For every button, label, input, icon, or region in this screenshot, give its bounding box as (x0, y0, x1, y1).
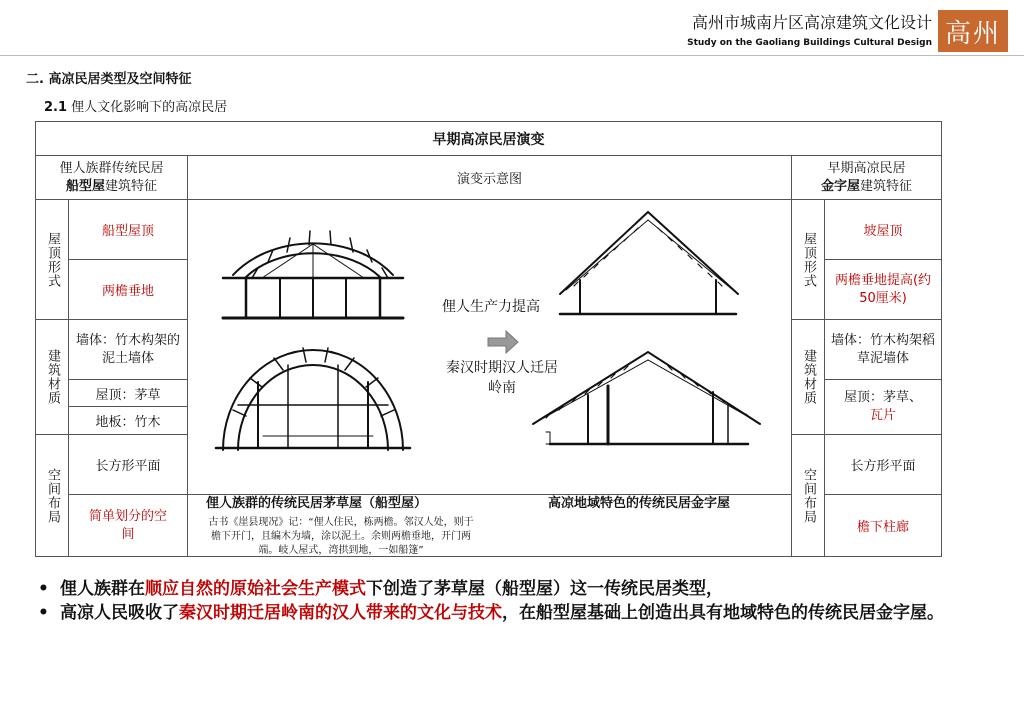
left-layout-1: 长方形平面 (69, 435, 188, 495)
golden-house-section-top (560, 212, 738, 314)
right-material-2 (825, 380, 942, 435)
left-header (36, 156, 188, 200)
bullet-2: • 高凉人民吸收了秦汉时期迁居岭南的汉人带来的文化与技术，在船型屋基础上创造出具有地域特色的传统民居金字屋。 (38, 603, 944, 623)
left-layout-label: 空间布局 (36, 435, 69, 557)
left-material-label: 建筑材质 (36, 320, 69, 435)
right-layout-2: 檐下柱廊 (825, 495, 942, 557)
section-title: 二. 高凉民居类型及空间特征 (26, 72, 192, 87)
left-material-1: 墙体：竹木构架的泥土墙体 (69, 320, 188, 380)
subsection-title (44, 96, 227, 115)
golden-house-section-bottom (533, 352, 760, 444)
right-roof-label: 屋顶形式 (792, 200, 825, 320)
center-header: 演变示意图 (188, 156, 792, 200)
table-title: 早期高凉民居演变 (36, 122, 942, 156)
header-divider (0, 55, 1024, 56)
right-roof-2: 两檐垂地提高(约50厘米) (825, 260, 942, 320)
boat-house-section-top (223, 231, 403, 318)
left-roof-1: 船型屋顶 (69, 200, 188, 260)
left-header-rest: 建筑特征 (105, 178, 158, 194)
right-material-2a: 屋顶：茅草、 (844, 390, 923, 405)
right-layout-1: 长方形平面 (825, 435, 942, 495)
header-title: 高州市城南片区高凉建筑文化设计 (691, 13, 932, 32)
evolution-diagram (188, 200, 792, 556)
header-subtitle: Study on the Gaoliang Buildings Cultural Design (687, 38, 932, 48)
logo: 高州 (938, 10, 1008, 52)
subsection-text: 俚人文化影响下的高凉民居 (71, 100, 228, 115)
left-header-line1: 俚人族群传统民居 (59, 160, 164, 176)
caption-golden-house: 高凉地域特色的传统民居金字屋 (548, 496, 731, 511)
left-layout-2: 简单划分的空间 (69, 495, 188, 557)
right-material-label: 建筑材质 (792, 320, 825, 435)
right-header (792, 156, 942, 200)
right-roof-1: 坡屋顶 (825, 200, 942, 260)
arrow-icon (488, 331, 518, 353)
summary-bullets (38, 578, 958, 626)
diagram-middle-text-2: 秦汉时期汉人迁居岭南 (446, 360, 558, 396)
right-material-2b: 瓦片 (870, 408, 897, 423)
left-material-2: 屋顶：茅草 (69, 380, 188, 407)
right-layout-label: 空间布局 (792, 435, 825, 557)
subsection-number: 2.1 (44, 100, 68, 115)
caption-boat-house: 俚人族群的传统民居茅草屋（船型屋） (206, 496, 428, 511)
ancient-quote: 古书《崖县现况》记：“俚人住民，栋两檐。邻汉人处，则于檐下开门，且编木为墙，涂以泥土。余则两檐垂地，开门两端。岐人屋式，湾拱到地，一如船篷” (208, 517, 474, 556)
boat-house-section-bottom (216, 348, 410, 450)
right-material-1: 墙体：竹木构架稻草泥墙体 (825, 320, 942, 380)
bullet-1: • 俚人族群在顺应自然的原始社会生产模式下创造了茅草屋（船型屋）这一传统民居类型， (38, 579, 723, 599)
right-header-line1: 早期高凉民居 (827, 160, 906, 176)
left-header-bold: 船型屋 (65, 178, 105, 194)
right-header-rest: 建筑特征 (860, 178, 913, 194)
left-material-3: 地板：竹木 (69, 407, 188, 435)
evolution-table (35, 121, 942, 557)
right-header-bold: 金字屋 (821, 178, 861, 194)
left-roof-2: 两檐垂地 (69, 260, 188, 320)
left-roof-label: 屋顶形式 (36, 200, 69, 320)
diagram-middle-text-1: 俚人生产力提高 (442, 299, 540, 315)
